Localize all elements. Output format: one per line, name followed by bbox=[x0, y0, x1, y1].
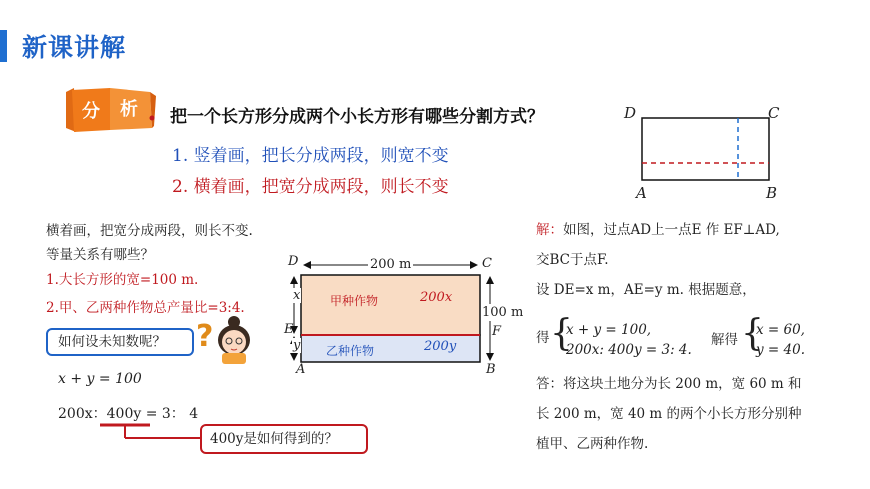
answer-line-2: 长 200 m，宽 40 m 的两个小长方形分别种 bbox=[536, 406, 802, 422]
question-box-400y: 400y是如何得到的？ bbox=[200, 424, 368, 454]
equation-2-part-a: 200x： bbox=[58, 406, 107, 422]
answer-option-2: 2. 横着画，把宽分成两段，则长不变 bbox=[172, 177, 449, 197]
label-A-small: A bbox=[636, 184, 647, 202]
top-crop-label: 甲种作物 bbox=[330, 294, 379, 308]
brace-2: { bbox=[741, 313, 764, 354]
height-label: 100 m bbox=[482, 305, 524, 320]
small-rectangle-diagram bbox=[620, 102, 790, 202]
label-D: D bbox=[288, 254, 299, 269]
solution-line-3: 设 DE=x m，AE=y m. 根据题意， bbox=[536, 282, 756, 298]
question-text: 把一个长方形分成两个小长方形有哪些分割方式？ bbox=[170, 107, 544, 127]
solution-line-2: 交BC于点F. bbox=[536, 252, 609, 268]
svg-text:?: ? bbox=[196, 319, 214, 354]
solution-line-1 bbox=[536, 220, 780, 240]
question-box-unknowns: 如何设未知数呢？ bbox=[46, 328, 194, 356]
answer-option-1: 1. 竖着画，把长分成两段，则宽不变 bbox=[172, 146, 449, 166]
relation-2: 2.甲、乙两种作物总产量比=3:4. bbox=[46, 300, 245, 316]
label-y: y bbox=[293, 338, 301, 353]
brace-1: { bbox=[550, 313, 573, 354]
badge-char-2: 析 bbox=[120, 99, 138, 120]
label-C: C bbox=[482, 256, 492, 271]
bottom-crop-label: 乙种作物 bbox=[326, 344, 375, 358]
equation-2-part-b: 400y bbox=[106, 406, 142, 422]
relation-1: 1.大长方形的宽=100 m. bbox=[46, 272, 199, 288]
label-E: E bbox=[284, 322, 294, 337]
system-1-line-1: x + y = 100, bbox=[566, 322, 652, 338]
label-A: A bbox=[296, 362, 306, 377]
thinking-girl-icon bbox=[196, 314, 258, 364]
bottom-yield-label: 200y bbox=[424, 339, 457, 354]
de-label: 得 bbox=[536, 330, 550, 346]
top-yield-label: 200x bbox=[420, 290, 453, 305]
header-accent-bar bbox=[0, 30, 7, 62]
answer-line-1: 答：将这块土地分为长 200 m，宽 60 m 和 bbox=[536, 376, 802, 392]
equation-1: x + y = 100 bbox=[58, 371, 142, 387]
equation-2-part-c: = 3： 4 bbox=[141, 406, 199, 422]
system-1-line-2: 200x: 400y = 3: 4. bbox=[566, 342, 692, 358]
solution-label: 解： bbox=[536, 222, 563, 238]
label-B-small: B bbox=[766, 184, 778, 202]
answer-line-3: 植甲、乙两种作物. bbox=[536, 436, 649, 452]
system-2-line-1: x = 60, bbox=[756, 322, 805, 338]
label-D-small: D bbox=[624, 104, 637, 122]
badge-char-1: 分 bbox=[82, 101, 100, 122]
left-line-1: 横着画，把宽分成两段，则长不变. bbox=[46, 223, 253, 239]
label-x: x bbox=[293, 288, 301, 303]
label-B: B bbox=[486, 362, 496, 377]
solution-text-1: 如图，过点AD上一点E 作 EF⊥AD, bbox=[563, 222, 780, 238]
width-label: 200 m bbox=[370, 257, 412, 272]
system-2-line-2: y = 40. bbox=[756, 342, 805, 358]
label-C-small: C bbox=[768, 104, 780, 122]
page-title: 新课讲解 bbox=[22, 33, 127, 62]
analysis-badge bbox=[66, 88, 156, 132]
label-F: F bbox=[492, 324, 502, 339]
jie-label: 解得 bbox=[711, 332, 738, 348]
left-line-2: 等量关系有哪些？ bbox=[46, 247, 154, 263]
field-diagram bbox=[280, 250, 530, 380]
